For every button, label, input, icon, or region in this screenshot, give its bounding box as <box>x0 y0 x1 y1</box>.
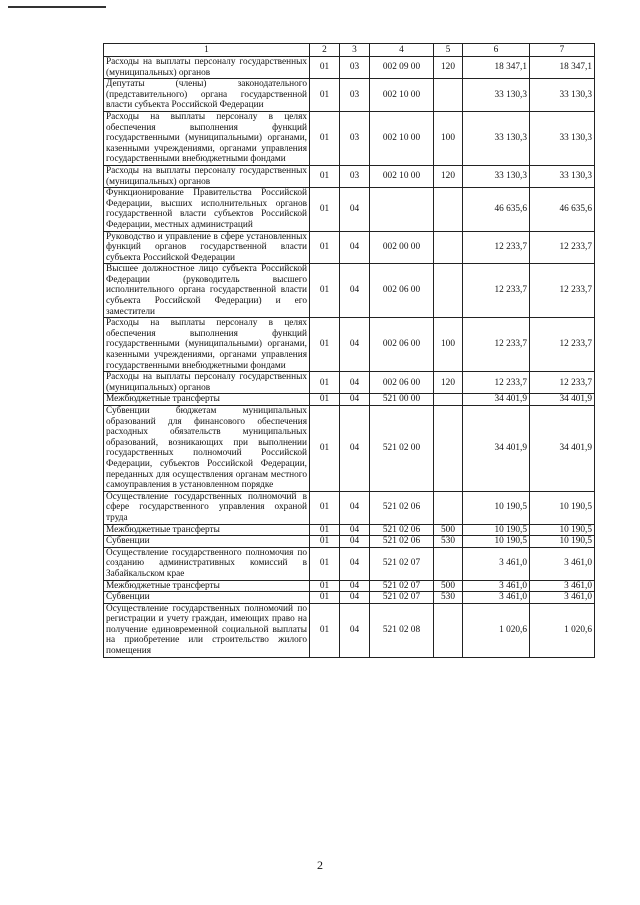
row-description: Руководство и управление в сфере установленных функций органов государственной власти субъекта Российской Федерации <box>104 231 310 264</box>
table-row <box>104 79 595 112</box>
row-description: Функционирование Правительства Российской Федерации, высших исполнительных органов государственной власти субъектов Российской Федерации, местных администраций <box>104 188 310 231</box>
row-subsection-code: 03 <box>340 111 370 165</box>
row-description: Субвенции бюджетам муниципальных образований для финансового обеспечения расходных обязательств муниципальных образований, возникающих при выполнении государственных полномочий Российской Федерации, субъектов Российской Федерации, переданных для осуществления органам местного самоуправления в установленном порядке <box>104 406 310 492</box>
row-description: Субвенции <box>104 592 310 604</box>
row-description: Осуществление государственного полномочия по созданию административных комиссий в Забайкальском крае <box>104 547 310 580</box>
row-target-article-code: 521 02 07 <box>370 547 434 580</box>
row-description: Расходы на выплаты персоналу в целях обеспечения выполнения функций государственными (муниципальными) органами, казенными учреждениями, органами управления государственными внебюджетными фондами <box>104 318 310 372</box>
row-amount-2: 12 233,7 <box>530 231 595 264</box>
row-subsection-code: 04 <box>340 372 370 394</box>
row-target-article-code: 521 00 00 <box>370 394 434 406</box>
row-amount-2: 12 233,7 <box>530 318 595 372</box>
row-subsection-code: 04 <box>340 547 370 580</box>
row-amount-1: 1 020,6 <box>463 603 530 657</box>
row-target-article-code: 002 09 00 <box>370 57 434 79</box>
row-subsection-code: 04 <box>340 231 370 264</box>
table-row <box>104 592 595 604</box>
page-number: 2 <box>317 858 323 872</box>
row-target-article-code <box>370 188 434 231</box>
row-amount-2: 34 401,9 <box>530 406 595 492</box>
row-section-code: 01 <box>310 406 340 492</box>
header-col-5: 5 <box>434 44 463 57</box>
row-expense-type-code: 500 <box>434 524 463 536</box>
row-expense-type-code <box>434 406 463 492</box>
row-subsection-code: 04 <box>340 394 370 406</box>
row-amount-1: 34 401,9 <box>463 394 530 406</box>
table-row <box>104 580 595 592</box>
table-body <box>104 57 595 658</box>
scan-artifact-line <box>8 6 106 8</box>
row-description: Расходы на выплаты персоналу государственных (муниципальных) органов <box>104 372 310 394</box>
row-amount-1: 3 461,0 <box>463 592 530 604</box>
row-subsection-code: 03 <box>340 57 370 79</box>
row-description: Расходы на выплаты персоналу государственных (муниципальных) органов <box>104 57 310 79</box>
row-section-code: 01 <box>310 580 340 592</box>
row-expense-type-code: 100 <box>434 111 463 165</box>
row-description: Осуществление государственных полномочий по регистрации и учету граждан, имеющих право на получение единовременной социальной выплаты на приобретение или строительство жилого помещения <box>104 603 310 657</box>
row-amount-2: 3 461,0 <box>530 580 595 592</box>
table-row <box>104 57 595 79</box>
row-amount-2: 1 020,6 <box>530 603 595 657</box>
row-subsection-code: 04 <box>340 580 370 592</box>
header-col-6: 6 <box>463 44 530 57</box>
row-amount-1: 10 190,5 <box>463 536 530 548</box>
row-description: Субвенции <box>104 536 310 548</box>
row-amount-2: 10 190,5 <box>530 524 595 536</box>
row-amount-1: 3 461,0 <box>463 580 530 592</box>
row-section-code: 01 <box>310 524 340 536</box>
row-subsection-code: 04 <box>340 536 370 548</box>
row-amount-2: 34 401,9 <box>530 394 595 406</box>
header-col-4: 4 <box>370 44 434 57</box>
row-expense-type-code <box>434 603 463 657</box>
row-target-article-code: 002 10 00 <box>370 111 434 165</box>
row-section-code: 01 <box>310 79 340 112</box>
row-target-article-code: 002 06 00 <box>370 318 434 372</box>
row-subsection-code: 04 <box>340 603 370 657</box>
row-amount-2: 3 461,0 <box>530 547 595 580</box>
row-subsection-code: 04 <box>340 188 370 231</box>
row-expense-type-code: 120 <box>434 57 463 79</box>
row-description: Расходы на выплаты персоналу в целях обеспечения выполнения функций государственными (муниципальными) органами, казенными учреждениями, органами управления государственными внебюджетными фондами <box>104 111 310 165</box>
row-subsection-code: 03 <box>340 165 370 187</box>
row-target-article-code: 002 00 00 <box>370 231 434 264</box>
row-amount-2: 33 130,3 <box>530 165 595 187</box>
row-description: Расходы на выплаты персоналу государственных (муниципальных) органов <box>104 165 310 187</box>
row-expense-type-code: 120 <box>434 165 463 187</box>
header-col-7: 7 <box>530 44 595 57</box>
row-amount-1: 46 635,6 <box>463 188 530 231</box>
row-section-code: 01 <box>310 491 340 524</box>
row-section-code: 01 <box>310 536 340 548</box>
row-amount-2: 46 635,6 <box>530 188 595 231</box>
row-amount-2: 33 130,3 <box>530 111 595 165</box>
table-row <box>104 188 595 231</box>
table-row <box>104 406 595 492</box>
table-row <box>104 372 595 394</box>
row-amount-1: 34 401,9 <box>463 406 530 492</box>
table-row <box>104 165 595 187</box>
table-row <box>104 264 595 318</box>
row-amount-2: 10 190,5 <box>530 491 595 524</box>
row-expense-type-code <box>434 491 463 524</box>
row-target-article-code: 002 10 00 <box>370 79 434 112</box>
row-expense-type-code: 530 <box>434 536 463 548</box>
row-description: Межбюджетные трансферты <box>104 524 310 536</box>
row-expense-type-code <box>434 79 463 112</box>
table-row <box>104 111 595 165</box>
header-col-3: 3 <box>340 44 370 57</box>
row-subsection-code: 04 <box>340 406 370 492</box>
row-target-article-code: 002 10 00 <box>370 165 434 187</box>
row-amount-1: 3 461,0 <box>463 547 530 580</box>
row-subsection-code: 04 <box>340 491 370 524</box>
row-subsection-code: 04 <box>340 524 370 536</box>
row-description: Осуществление государственных полномочий в сфере государственного управления охраной труда <box>104 491 310 524</box>
table-row <box>104 394 595 406</box>
row-expense-type-code: 100 <box>434 318 463 372</box>
row-amount-1: 12 233,7 <box>463 372 530 394</box>
row-target-article-code: 521 02 07 <box>370 592 434 604</box>
row-expense-type-code <box>434 264 463 318</box>
row-expense-type-code <box>434 231 463 264</box>
row-amount-1: 33 130,3 <box>463 111 530 165</box>
row-amount-1: 12 233,7 <box>463 231 530 264</box>
row-amount-1: 10 190,5 <box>463 524 530 536</box>
table-row <box>104 603 595 657</box>
row-target-article-code: 521 02 07 <box>370 580 434 592</box>
header-col-2: 2 <box>310 44 340 57</box>
row-subsection-code: 04 <box>340 318 370 372</box>
budget-table <box>103 43 595 658</box>
row-expense-type-code <box>434 547 463 580</box>
row-description: Высшее должностное лицо субъекта Российской Федерации (руководитель высшего исполнительного органа государственной власти субъекта Российской Федерации) и его заместители <box>104 264 310 318</box>
table-row <box>104 524 595 536</box>
row-expense-type-code: 530 <box>434 592 463 604</box>
header-col-1: 1 <box>104 44 310 57</box>
row-target-article-code: 521 02 06 <box>370 524 434 536</box>
table-row <box>104 547 595 580</box>
row-amount-2: 33 130,3 <box>530 79 595 112</box>
row-description: Межбюджетные трансферты <box>104 394 310 406</box>
row-amount-1: 33 130,3 <box>463 79 530 112</box>
row-section-code: 01 <box>310 318 340 372</box>
row-section-code: 01 <box>310 592 340 604</box>
row-section-code: 01 <box>310 165 340 187</box>
row-amount-2: 12 233,7 <box>530 372 595 394</box>
row-section-code: 01 <box>310 603 340 657</box>
row-section-code: 01 <box>310 547 340 580</box>
row-subsection-code: 03 <box>340 79 370 112</box>
row-target-article-code: 521 02 06 <box>370 491 434 524</box>
row-subsection-code: 04 <box>340 264 370 318</box>
row-expense-type-code: 500 <box>434 580 463 592</box>
row-amount-1: 12 233,7 <box>463 264 530 318</box>
row-expense-type-code: 120 <box>434 372 463 394</box>
row-description: Депутаты (члены) законодательного (представительного) органа государственной власти субъекта Российской Федерации <box>104 79 310 112</box>
table-row <box>104 231 595 264</box>
row-expense-type-code <box>434 394 463 406</box>
row-amount-2: 10 190,5 <box>530 536 595 548</box>
row-amount-1: 12 233,7 <box>463 318 530 372</box>
row-target-article-code: 002 06 00 <box>370 264 434 318</box>
row-target-article-code: 521 02 00 <box>370 406 434 492</box>
table-header-row <box>104 44 595 57</box>
table-row <box>104 491 595 524</box>
row-section-code: 01 <box>310 111 340 165</box>
row-section-code: 01 <box>310 188 340 231</box>
row-expense-type-code <box>434 188 463 231</box>
row-amount-2: 3 461,0 <box>530 592 595 604</box>
row-amount-1: 18 347,1 <box>463 57 530 79</box>
row-section-code: 01 <box>310 394 340 406</box>
row-section-code: 01 <box>310 372 340 394</box>
row-section-code: 01 <box>310 57 340 79</box>
row-section-code: 01 <box>310 231 340 264</box>
row-subsection-code: 04 <box>340 592 370 604</box>
row-amount-2: 18 347,1 <box>530 57 595 79</box>
table-row <box>104 536 595 548</box>
row-section-code: 01 <box>310 264 340 318</box>
row-amount-2: 12 233,7 <box>530 264 595 318</box>
row-amount-1: 33 130,3 <box>463 165 530 187</box>
row-target-article-code: 521 02 06 <box>370 536 434 548</box>
table-row <box>104 318 595 372</box>
row-amount-1: 10 190,5 <box>463 491 530 524</box>
row-target-article-code: 521 02 08 <box>370 603 434 657</box>
row-description: Межбюджетные трансферты <box>104 580 310 592</box>
row-target-article-code: 002 06 00 <box>370 372 434 394</box>
